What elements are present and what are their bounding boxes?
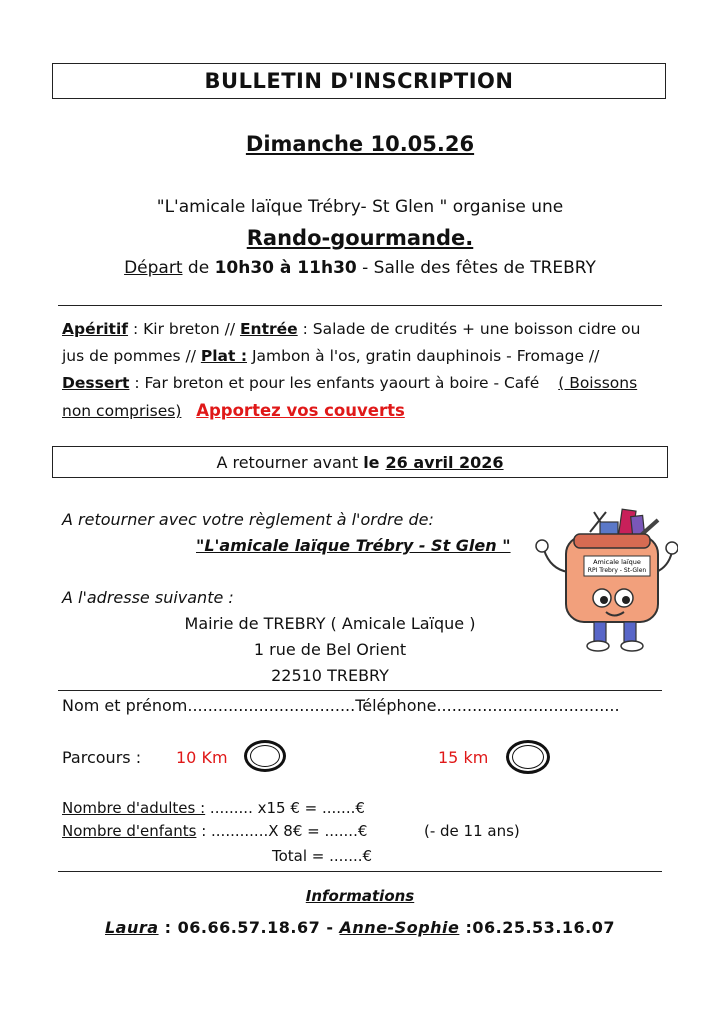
mascot-illustration [528,506,678,654]
deadline-text: A retourner avant [216,452,359,472]
departure-label: Départ [124,258,183,278]
event-name: Rando-gourmande. [246,226,474,250]
bag-body [566,536,658,622]
children-row[interactable] [62,822,367,840]
address-label: A l'adresse suivante : [62,588,234,607]
entree-text: : Salade de crudités + une boisson cidre ou jus de pommes // [62,320,641,365]
form-title: BULLETIN D'INSCRIPTION [204,69,514,93]
contact2-phone: :06.25.53.16.07 [459,918,615,937]
aperitif-label: Apéritif [62,320,129,338]
departure-de: de [187,258,210,278]
address-line2: 1 rue de Bel Orient [253,640,407,659]
contacts-line [0,918,720,937]
payment-instruction: A retourner avec votre règlement à l'ordre de: [62,510,434,529]
cutlery-note: Apportez vos couverts [196,401,405,420]
divider [58,305,662,306]
option-10km-checkbox[interactable] [244,740,286,772]
drinks-note: ( Boissons non comprises) [62,374,638,420]
total-line[interactable]: Total = .......€ [272,847,373,865]
deadline-box [52,446,668,478]
deadline-date: 26 avril 2026 [385,452,504,472]
children-note: (- de 11 ans) [424,822,520,840]
plat-label: Plat : [200,347,248,365]
children-line: : ............X 8€ = .......€ [196,822,368,840]
parcours-label: Parcours : [62,748,142,767]
event-intro: "L'amicale laïque Trébry- St Glen " organise une [156,197,564,217]
divider [58,690,662,691]
departure-times: 10h30 à 11h30 [214,258,357,278]
adults-row[interactable] [62,799,365,817]
entree-label: Entrée [239,320,298,338]
event-date: Dimanche 10.05.26 [245,132,475,156]
sign-line2: RPI Trebry - St-Glen [587,567,647,574]
option-10km-label: 10 Km [176,748,228,767]
aperitif-text: : Kir breton // [128,320,240,338]
plat-text: Jambon à l'os, gratin dauphinois - Fromage // [247,347,600,365]
children-label: Nombre d'enfants [62,822,197,840]
adults-line: ......... x15 € = .......€ [205,799,365,817]
sign-line1: Amicale laïque [593,558,641,566]
contact2-name: Anne-Sophie [339,918,460,937]
dessert-label: Dessert [62,374,130,392]
option-15km-label: 15 km [438,748,489,767]
menu-block [62,316,662,425]
option-15km-checkbox[interactable] [506,740,550,774]
info-title: Informations [305,887,415,905]
address-line3: 22510 TREBRY [271,666,389,685]
divider [58,871,662,872]
address-line1: Mairie de TREBRY ( Amicale Laïque ) [184,614,476,633]
payee-name: "L'amicale laïque Trébry - St Glen " [196,536,511,555]
departure-place: - Salle des fêtes de TREBRY [362,258,596,278]
departure-line [0,258,720,278]
contact1-phone: : 06.66.57.18.67 - [158,918,340,937]
contact1-name: Laura [104,918,159,937]
name-phone-field[interactable]: Nom et prénom.................................Téléphone.................................... [62,696,620,715]
dessert-text: : Far breton et pour les enfants yaourt à boire - Café [129,374,545,392]
title-box [52,63,666,99]
deadline-le: le [363,452,380,472]
adults-label: Nombre d'adultes : [62,799,206,817]
